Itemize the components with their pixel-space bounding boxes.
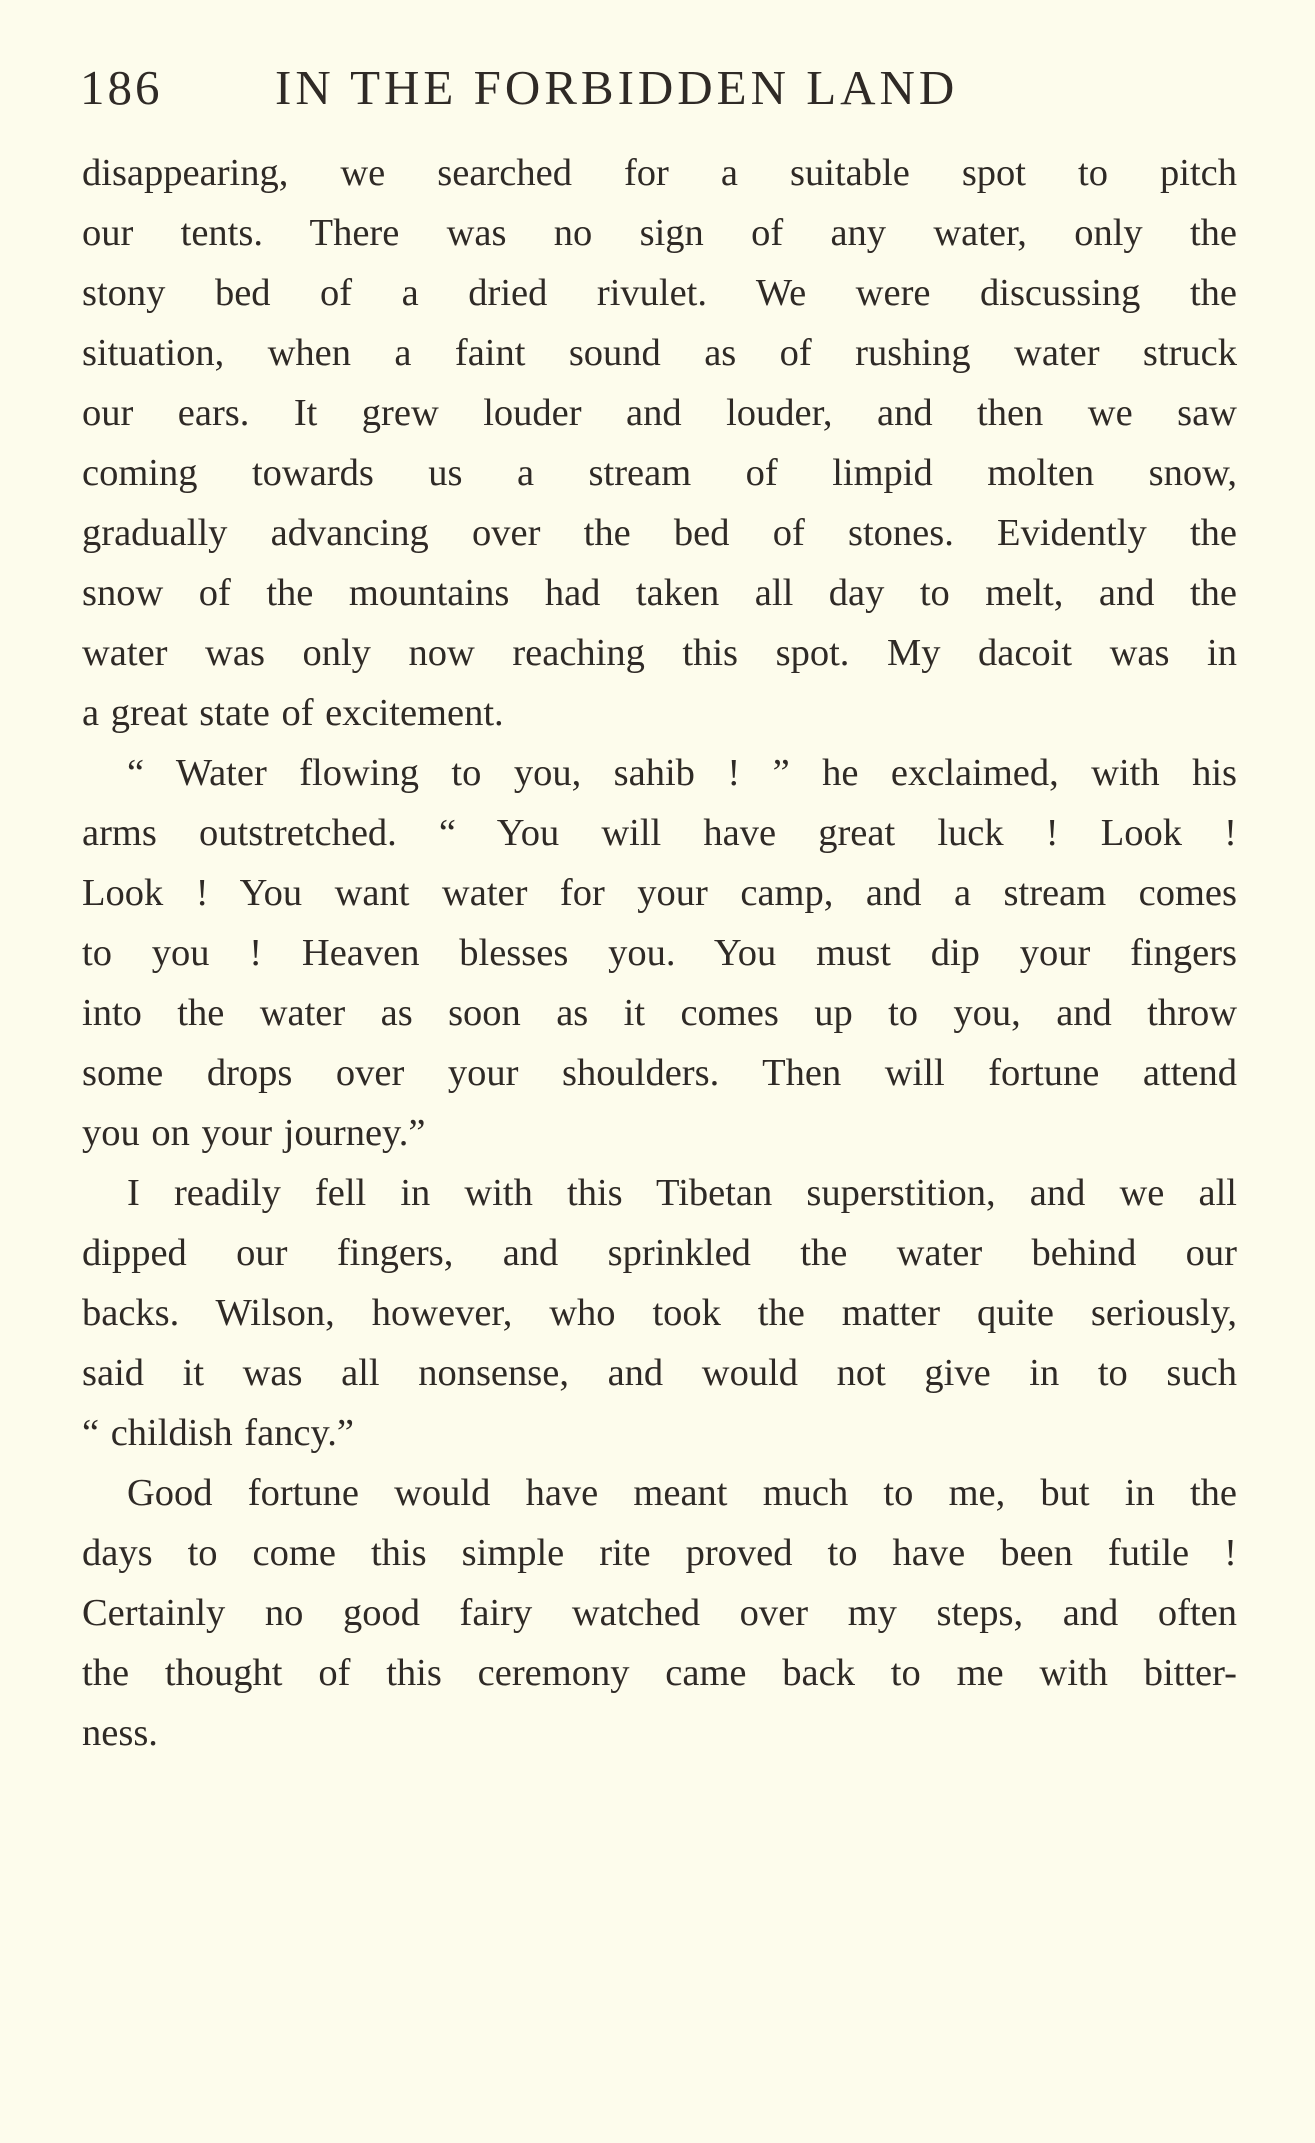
text-line: Certainly no good fairy watched over my steps, and often (82, 1592, 1237, 1634)
text-line: disappearing, we searched for a suitable spot to pitch (82, 152, 1237, 194)
text-line: snow of the mountains had taken all day to melt, and the (82, 572, 1237, 614)
text-line: Good fortune would have meant much to me, but in the (127, 1472, 1237, 1514)
running-head (80, 58, 1055, 118)
text-line: coming towards us a stream of limpid molten snow, (82, 452, 1237, 494)
text-line: “ childish fancy.” (82, 1412, 354, 1454)
text-line: stony bed of a dried rivulet. We were discussing the (82, 272, 1237, 314)
text-line: I readily fell in with this Tibetan superstition, and we all (127, 1172, 1237, 1214)
text-line: a great state of excitement. (82, 692, 504, 734)
text-line: Look ! You want water for your camp, and a stream comes (82, 872, 1237, 914)
text-line: into the water as soon as it comes up to you, and throw (82, 992, 1237, 1034)
text-line: the thought of this ceremony came back to me with bitter- (82, 1652, 1237, 1694)
text-line: arms outstretched. “ You will have great luck ! Look ! (82, 812, 1237, 854)
text-line: to you ! Heaven blesses you. You must dip your fingers (82, 932, 1237, 974)
text-line: dipped our fingers, and sprinkled the water behind our (82, 1232, 1237, 1274)
text-line: water was only now reaching this spot. My dacoit was in (82, 632, 1237, 674)
page-number: 186 (80, 60, 163, 115)
text-line: said it was all nonsense, and would not give in to such (82, 1352, 1237, 1394)
running-title: IN THE FORBIDDEN LAND (275, 60, 959, 115)
text-line: our ears. It grew louder and louder, and then we saw (82, 392, 1237, 434)
text-line: you on your journey.” (82, 1112, 426, 1154)
text-line: our tents. There was no sign of any water, only the (82, 212, 1237, 254)
text-line: “ Water flowing to you, sahib ! ” he exclaimed, with his (127, 752, 1237, 794)
text-line: ness. (82, 1712, 158, 1754)
text-line: days to come this simple rite proved to have been futile ! (82, 1532, 1237, 1574)
text-line: gradually advancing over the bed of stones. Evidently the (82, 512, 1237, 554)
text-line: situation, when a faint sound as of rushing water struck (82, 332, 1237, 374)
text-line: some drops over your shoulders. Then will fortune attend (82, 1052, 1237, 1094)
text-line: backs. Wilson, however, who took the matter quite seriously, (82, 1292, 1237, 1334)
